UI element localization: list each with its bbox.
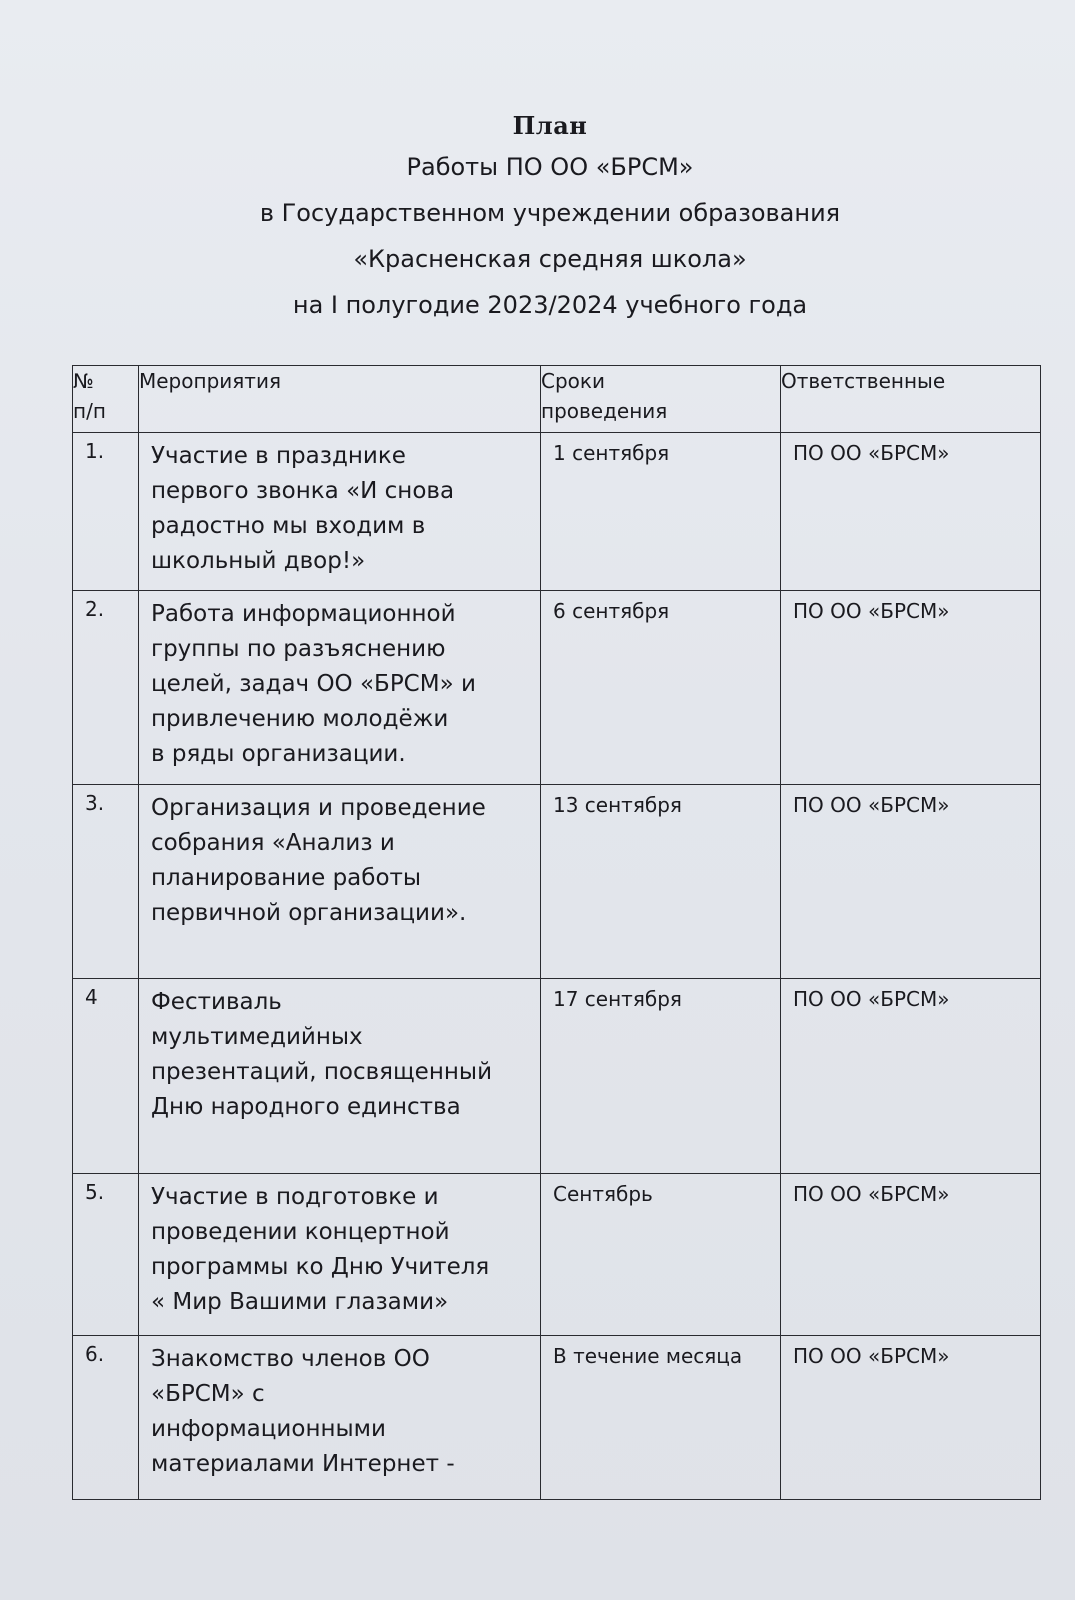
row-event [139, 433, 541, 591]
table-header-row [73, 366, 1041, 433]
event-line: мультимедийных [151, 1024, 363, 1050]
event-line: группы по разъяснению [151, 636, 446, 662]
column-header-event: Мероприятия [139, 366, 541, 433]
table-row [73, 1174, 1041, 1336]
event-line: программы ко Дню Учителя [151, 1254, 490, 1280]
event-line: собрания «Анализ и [151, 830, 395, 856]
row-date: 13 сентября [541, 785, 781, 979]
document-heading [0, 108, 1075, 328]
event-line: материалами Интернет - [151, 1451, 455, 1477]
row-date: 1 сентября [541, 433, 781, 591]
row-responsible: ПО ОО «БРСМ» [781, 785, 1041, 979]
event-line: в ряды организации. [151, 741, 406, 767]
event-line: Участие в празднике [151, 443, 406, 469]
event-line: «БРСМ» с [151, 1381, 265, 1407]
column-header-date-line1: Сроки [541, 369, 605, 393]
row-responsible: ПО ОО «БРСМ» [781, 433, 1041, 591]
table-row [73, 785, 1041, 979]
row-event [139, 979, 541, 1174]
row-number: 4 [73, 979, 139, 1174]
row-number: 5. [73, 1174, 139, 1336]
event-line: школьный двор!» [151, 548, 366, 574]
heading-line-3: «Красненская средняя школа» [353, 245, 747, 273]
event-line: « Мир Вашими глазами» [151, 1289, 449, 1315]
row-event [139, 591, 541, 785]
column-header-number-line2: п/п [73, 399, 106, 423]
event-line: проведении концертной [151, 1219, 450, 1245]
row-event [139, 785, 541, 979]
table-row [73, 1336, 1041, 1500]
row-date: Сентябрь [541, 1174, 781, 1336]
column-header-date [541, 366, 781, 433]
row-event [139, 1174, 541, 1336]
table-row [73, 433, 1041, 591]
column-header-date-line2: проведения [541, 399, 668, 423]
row-number: 2. [73, 591, 139, 785]
column-header-number-line1: № [73, 369, 94, 393]
row-responsible: ПО ОО «БРСМ» [781, 979, 1041, 1174]
plan-table [72, 365, 1041, 1500]
table-row [73, 979, 1041, 1174]
row-responsible: ПО ОО «БРСМ» [781, 591, 1041, 785]
row-number: 6. [73, 1336, 139, 1500]
event-line: Организация и проведение [151, 795, 486, 821]
column-header-number [73, 366, 139, 433]
event-line: планирование работы [151, 865, 422, 891]
event-line: радостно мы входим в [151, 513, 426, 539]
row-date: В течение месяца [541, 1336, 781, 1500]
column-header-responsible: Ответственные [781, 366, 1041, 433]
event-line: информационными [151, 1416, 386, 1442]
event-line: привлечению молодёжи [151, 706, 449, 732]
heading-line-1: Работы ПО ОО «БРСМ» [406, 153, 694, 181]
event-line: Дню народного единства [151, 1094, 461, 1120]
event-line: презентаций, посвященный [151, 1059, 493, 1085]
row-event [139, 1336, 541, 1500]
event-line: Участие в подготовке и [151, 1184, 439, 1210]
heading-line-2: в Государственном учреждении образования [259, 199, 841, 227]
row-responsible: ПО ОО «БРСМ» [781, 1336, 1041, 1500]
heading-line-4: на I полугодие 2023/2024 учебного года [292, 291, 808, 319]
row-date: 6 сентября [541, 591, 781, 785]
event-line: Фестиваль [151, 989, 282, 1015]
event-line: Знакомство членов ОО [151, 1346, 430, 1372]
row-responsible: ПО ОО «БРСМ» [781, 1174, 1041, 1336]
document-title: План [512, 111, 588, 140]
row-number: 1. [73, 433, 139, 591]
row-number: 3. [73, 785, 139, 979]
event-line: первичной организации». [151, 900, 467, 926]
row-date: 17 сентября [541, 979, 781, 1174]
event-line: Работа информационной [151, 601, 456, 627]
event-line: целей, задач ОО «БРСМ» и [151, 671, 476, 697]
event-line: первого звонка «И снова [151, 478, 455, 504]
table-row [73, 591, 1041, 785]
